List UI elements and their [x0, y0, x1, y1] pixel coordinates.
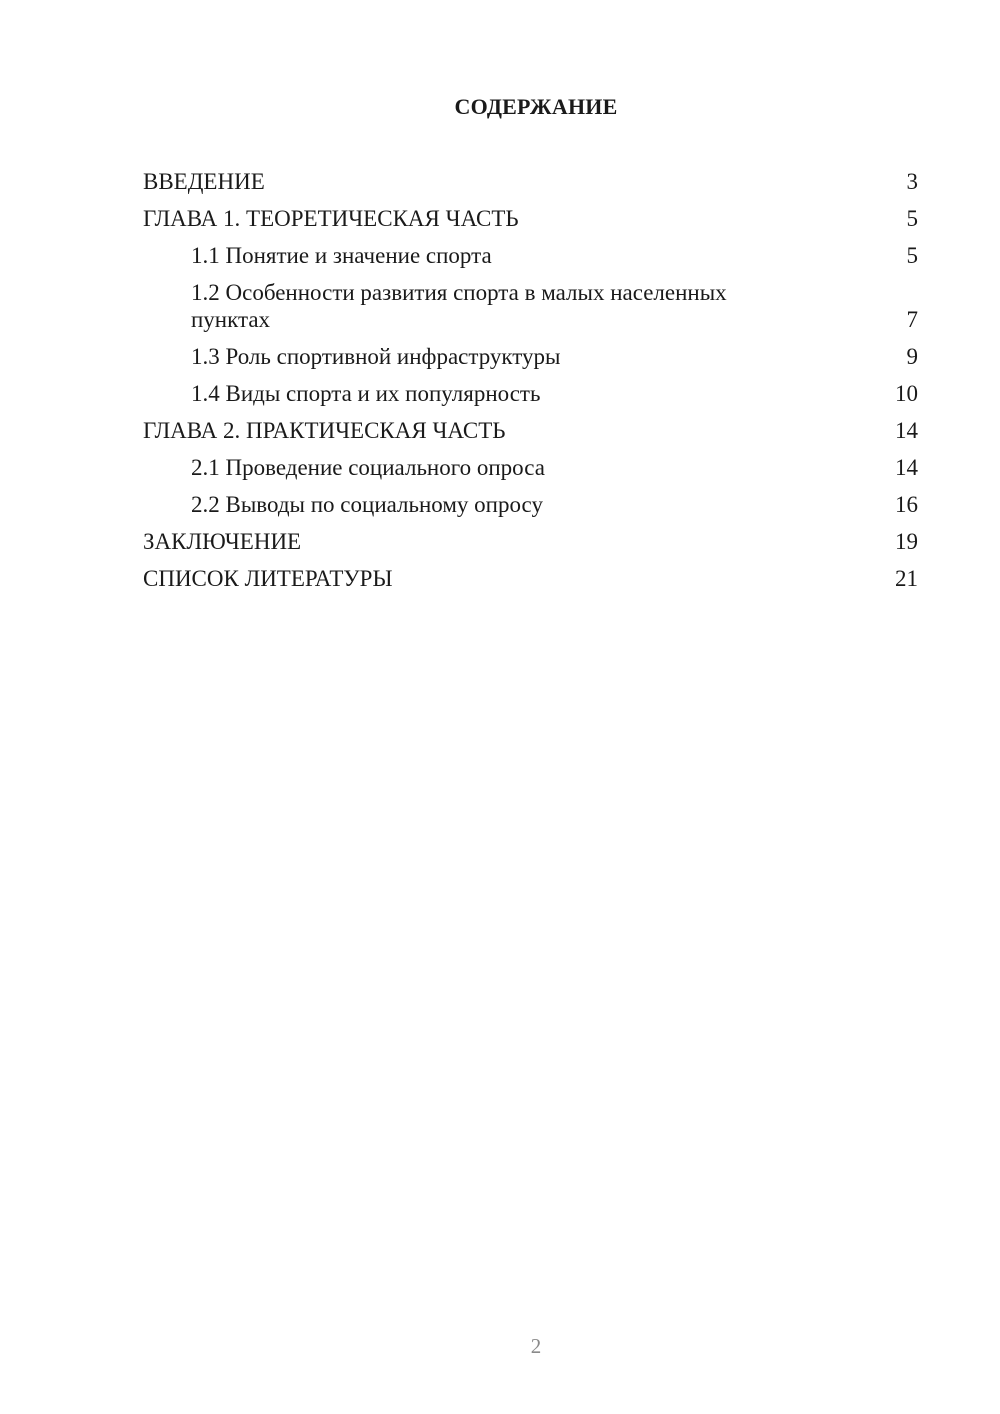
toc-item-references[interactable]: [143, 565, 918, 592]
toc-item-page: 19: [895, 529, 918, 554]
toc-item-page: 7: [906, 307, 918, 332]
toc-item-introduction[interactable]: [143, 168, 918, 195]
toc-item-section-1-2[interactable]: [143, 279, 918, 333]
toc-item-section-1-3[interactable]: [143, 343, 918, 370]
page-number: 2: [530, 1334, 542, 1358]
toc-item-page: 9: [906, 344, 918, 369]
toc-item-page: 14: [895, 418, 918, 443]
toc-item-chapter-1[interactable]: [143, 205, 918, 232]
toc-item-label: ГЛАВА 1. ТЕОРЕТИЧЕСКАЯ ЧАСТЬ: [143, 206, 519, 231]
toc-item-page: 5: [906, 206, 918, 231]
toc-item-page: 16: [895, 492, 918, 517]
toc-item-chapter-2[interactable]: [143, 417, 918, 444]
toc-item-page: 10: [895, 381, 918, 406]
toc-item-label: ЗАКЛЮЧЕНИЕ: [143, 529, 302, 554]
toc-item-label: 1.3 Роль спортивной инфраструктуры: [191, 344, 561, 369]
table-of-contents: [143, 168, 918, 602]
toc-item-page: 5: [906, 243, 918, 268]
toc-item-section-2-2[interactable]: [143, 491, 918, 518]
toc-item-label: 2.1 Проведение социального опроса: [191, 455, 545, 480]
toc-item-label: 1.2 Особенности развития спорта в малых населенных пунктах: [191, 280, 727, 332]
toc-item-label: 1.4 Виды спорта и их популярность: [191, 381, 541, 406]
toc-item-page: 14: [895, 455, 918, 480]
toc-item-section-1-4[interactable]: [143, 380, 918, 407]
toc-item-label: 1.1 Понятие и значение спорта: [191, 243, 492, 268]
toc-item-label: ВВЕДЕНИЕ: [143, 169, 265, 194]
toc-item-page: 21: [895, 566, 918, 591]
toc-item-page: 3: [906, 169, 918, 194]
toc-item-section-2-1[interactable]: [143, 454, 918, 481]
toc-item-label: ГЛАВА 2. ПРАКТИЧЕСКАЯ ЧАСТЬ: [143, 418, 506, 443]
toc-item-label: СПИСОК ЛИТЕРАТУРЫ: [143, 566, 393, 591]
page-title: СОДЕРЖАНИЕ: [454, 94, 618, 119]
toc-item-conclusion[interactable]: [143, 528, 918, 555]
toc-item-label: 2.2 Выводы по социальному опросу: [191, 492, 543, 517]
toc-item-section-1-1[interactable]: [143, 242, 918, 269]
